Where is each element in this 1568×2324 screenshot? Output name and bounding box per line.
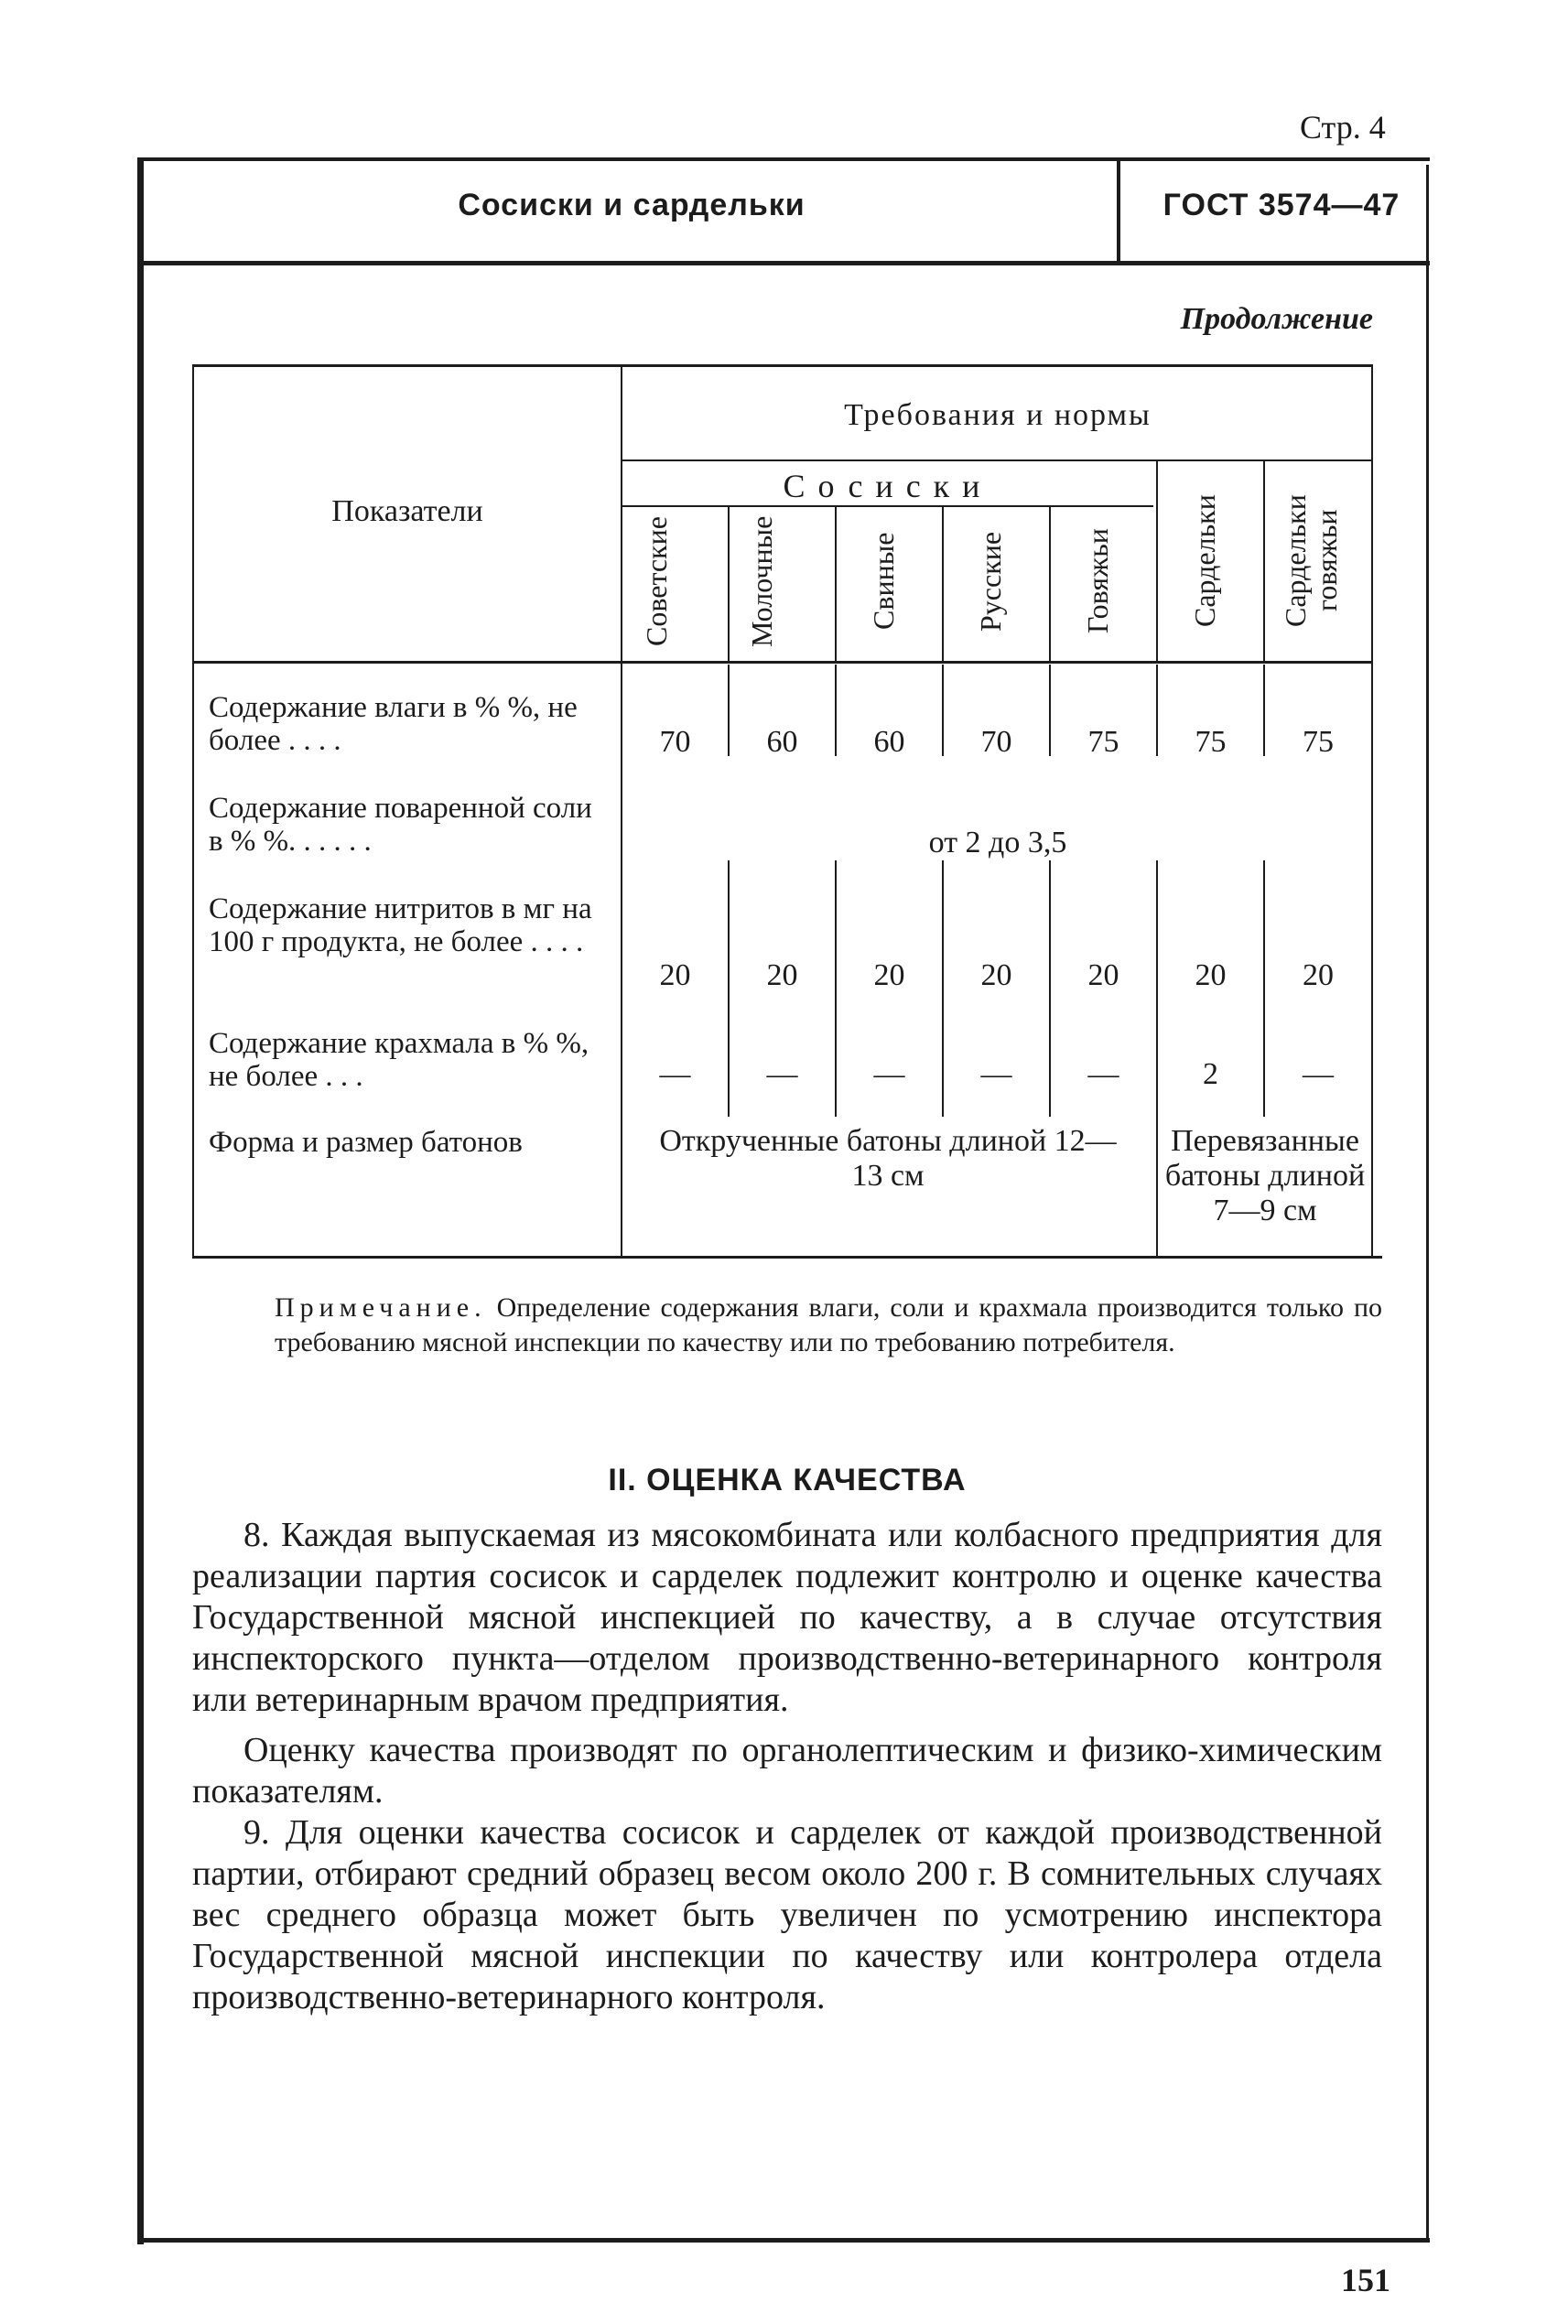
row5-sardelki-value: Перевязанные батоны длиной 7—9 см (1164, 1124, 1366, 1227)
table-right-rule (1371, 364, 1373, 1258)
col-rule-4 (1049, 507, 1051, 661)
table-top-rule (192, 364, 1373, 367)
row1-val-1: 70 (659, 725, 691, 759)
col-header-sardelki: Сардельки (1188, 494, 1221, 627)
header-bottom-rule (137, 261, 1430, 265)
col-header-indicators: Показатели (331, 494, 483, 528)
col-header-subgroup: Сосиски (783, 468, 993, 504)
row1-val-5: 75 (1087, 725, 1119, 759)
row3-val-1: 20 (659, 958, 691, 992)
row4-val-4: — (980, 1057, 1012, 1091)
row1-val-6: 75 (1195, 725, 1227, 759)
row3-val-6: 20 (1195, 958, 1227, 992)
group-header-rule (622, 459, 1373, 461)
row3-val-2: 20 (766, 958, 798, 992)
paragraph-quality: Оценку качества производят по органолептическим и физико-химическим показателям. (192, 1731, 1382, 1811)
header-top-rule (137, 157, 1430, 161)
row4-val-2: — (766, 1057, 798, 1091)
subgroup-header-rule (622, 505, 1153, 507)
col-header-russkie: Русские (974, 531, 1007, 632)
col-rule-3 (942, 507, 944, 661)
row-label-starch: Содержание крахмала в % %, не более . . . (209, 1027, 589, 1093)
col-rule-6 (1263, 461, 1265, 661)
row5-sosiski-value: Открученные батоны длиной 12—13 см (659, 1124, 1117, 1193)
table-header-rule (192, 661, 1373, 664)
col-header-molochnye: Молочные (745, 515, 778, 647)
row4-val-3: — (873, 1057, 905, 1091)
row2-span-value: от 2 до 3,5 (928, 826, 1067, 859)
frame-left-border (137, 157, 144, 2244)
header-title: Сосиски и сардельки (458, 188, 806, 222)
row4-val-1: — (659, 1057, 691, 1091)
page-label: Стр. 4 (1300, 109, 1386, 146)
row4-val-6: 2 (1203, 1057, 1218, 1091)
row4-val-7: — (1303, 1057, 1334, 1091)
section-title: II. ОЦЕНКА КАЧЕСТВА (608, 1463, 967, 1497)
col-rule-2 (835, 507, 837, 661)
row1-val-3: 60 (873, 725, 905, 759)
row-label-shape: Форма и размер батонов (209, 1126, 523, 1159)
table-note (275, 1291, 1382, 1360)
col-header-govyazhi: Говяжьи (1081, 528, 1114, 634)
col-header-group: Требования и нормы (844, 398, 1152, 432)
body-text (192, 1515, 1382, 2018)
col-header-sardelki-govyazhi: Сардельки говяжьи (1279, 494, 1343, 627)
frame-right-border (1426, 165, 1429, 2243)
col-header-sovetskie: Советские (640, 516, 673, 646)
row4-val-5: — (1087, 1057, 1119, 1091)
paragraph-8: 8. Каждая выпускаемая из мясокомбината или колбасного предприятия для реализации партия сосисок и сарделек подлежит контролю и оценке качества Государственной мясной инспекцией по качеству, а в случае отсутствия инспекторского пункта—отделом производственно-ветеринарного контроля или ветеринарным врачом предприятия. (192, 1516, 1382, 1719)
row-label-nitrites: Содержание нитритов в мг на 100 г продукта, не более . . . . (209, 892, 592, 958)
row1-val-2: 60 (766, 725, 798, 759)
row3-val-3: 20 (873, 958, 905, 992)
col-rule-5 (1156, 461, 1158, 661)
row3-val-4: 20 (980, 958, 1012, 992)
row1-val-7: 75 (1303, 725, 1334, 759)
footer-rule (137, 2238, 1430, 2243)
row-label-moisture: Содержание влаги в % %, не более . . . . (209, 691, 578, 757)
note-lead: Примечание. (275, 1292, 487, 1323)
table-bottom-rule (192, 1256, 1382, 1259)
paragraph-9: 9. Для оценки качества сосисок и сарделек от каждой производственной партии, отбирают средний образец весом около 200 г. В сомнительных случаях вес среднего образца может быть увеличен по усмотрению инспектора Государственной мясной инспекции по качеству или контролера отдела производственно-ветеринарного контроля. (192, 1813, 1382, 2016)
col-rule-1 (728, 507, 730, 661)
row1-val-4: 70 (980, 725, 1012, 759)
row3-val-5: 20 (1087, 958, 1119, 992)
row3-val-7: 20 (1303, 958, 1334, 992)
header-code: ГОСТ 3574—47 (1162, 188, 1400, 222)
row-label-salt: Содержание поваренной соли в % %. . . . . . (209, 792, 592, 858)
continued-label: Продолжение (1180, 302, 1373, 336)
page-number: 151 (1341, 2262, 1390, 2298)
col-header-svinye: Свиные (867, 532, 900, 631)
note-text: Определение содержания влаги, соли и крахмала производится только по требованию мясной инспекции по качеству или по требованию потребителя. (275, 1292, 1382, 1357)
header-divider (1117, 161, 1120, 262)
